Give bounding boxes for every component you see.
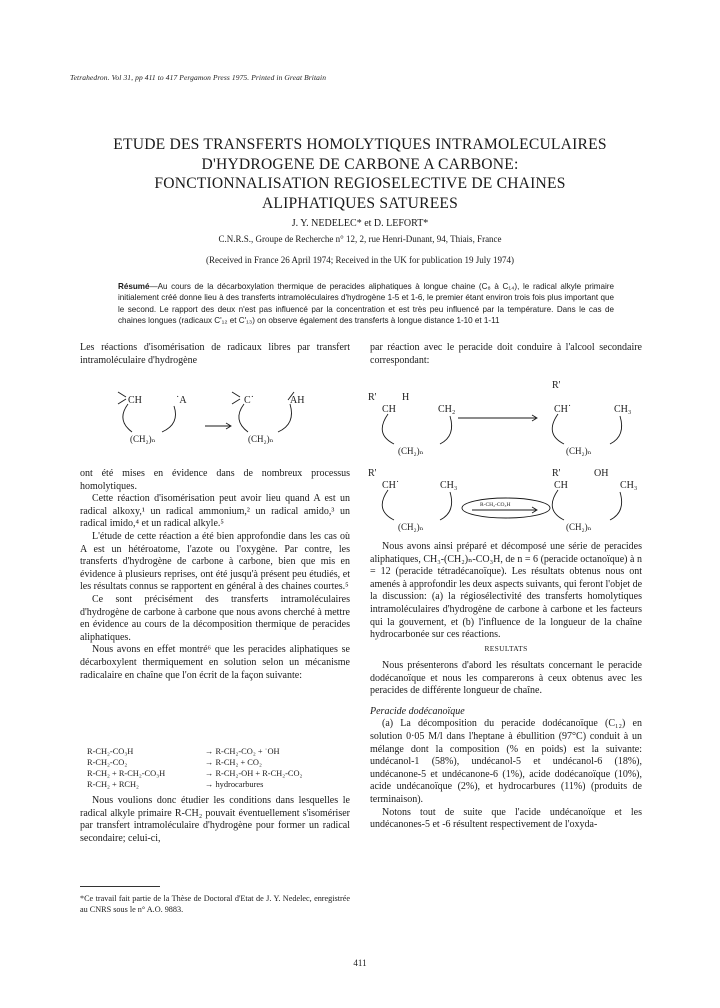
scheme-a-dot: ˙A xyxy=(176,395,187,406)
scheme-r-prime-4: R' xyxy=(552,468,561,479)
scheme-reagent: R-CH₂-CO₃H xyxy=(480,502,511,508)
right-body xyxy=(370,660,642,832)
left-para-4: L'étude de cette réaction a été bien approfondie dans les cas où A est un hétéroatome, l'azote ou l'oxygène. Par contre, les transferts d'hydrogène de carbone à carbone, bien que mis en évidence à plusieurs reprises, ont été jusqu'à présent peu étudiés, et les résultats connus se rapportent en général à des chaines courtes.⁵ xyxy=(80,530,350,593)
scheme-ring-2: (CH₂)ₙ xyxy=(248,434,274,444)
isomerization-scheme-left xyxy=(110,380,330,460)
left-para-1: Les réactions d'isomérisation de radicaux libres par transfert intramoléculaire d'hydrogène xyxy=(80,342,350,366)
scheme-r-prime-2: R' xyxy=(552,380,561,391)
right-para-4: (a) La décomposition du peracide dodécanoïque (C₁₂) en solution 0·05 M/l dans l'heptane à ébullition (97°C) conduit à un mélange dont la composition (% en poids) est la suivante: undécanol-1 (58%), undécanol-5 et undécanol-6 (18%), undécanone-5 et undécanone-6 (1%), acide dodécanoïque (10%), acide undécanoïque (2%), et hydrocarbures (11%) (produits de terminaison). xyxy=(370,718,642,805)
scheme-ring: (CH₂)ₙ xyxy=(130,434,156,444)
scheme-oh: OH xyxy=(594,468,609,479)
equation-row: R-CH₂-CO₂ → R-CH₂ + CO₂ xyxy=(87,758,262,767)
journal-header: Tetrahedron. Vol 31, pp 411 to 417 Pergamon Press 1975. Printed in Great Britain xyxy=(70,73,327,82)
page-number: 411 xyxy=(353,958,367,968)
scheme-r-prime: R' xyxy=(368,392,377,403)
scheme-ring-2: (CH₂)ₙ xyxy=(566,446,592,456)
scheme-ring-4: (CH₂)ₙ xyxy=(566,522,592,532)
left-para-5: Ce sont précisément des transferts intramoléculaires d'hydrogène de carbone à carbone que nous avons cherché à mettre en évidence au cours de la décomposition thermique de peracides aliphatiques. xyxy=(80,593,350,643)
title-line-3: FONCTIONNALISATION REGIOSELECTIVE DE CHAINES xyxy=(154,175,566,192)
affiliation: C.N.R.S., Groupe de Recherche n° 12, 2, rue Henri-Dunant, 94, Thiais, France xyxy=(218,234,502,244)
right-para-1: par réaction avec le peracide doit conduire à l'alcool secondaire correspondant: xyxy=(370,342,642,366)
scheme-ch-dot-2: CH˙ xyxy=(382,480,400,491)
scheme-ring: (CH₂)ₙ xyxy=(398,446,424,456)
scheme-ch-2: CH xyxy=(554,480,568,491)
scheme-ch2: CH₂ xyxy=(438,404,456,415)
scheme-ch: CH xyxy=(382,404,396,415)
section-heading-resultats: RESULTATS xyxy=(484,644,528,653)
authors: J. Y. NEDELEC* et D. LEFORT* xyxy=(291,218,429,229)
mechanism-equations xyxy=(87,746,347,790)
scheme-ch3: CH₃ xyxy=(614,404,632,415)
title-line-2: D'HYDROGENE DE CARBONE A CARBONE: xyxy=(201,155,519,173)
abstract-text: —Au cours de la décarboxylation thermique de peracides aliphatiques à longue chaine (C₈ à C₁₄), le radical alkyle primaire initialement créé donne lieu à des transferts intramoléculaires d'hydrogène 1-5 et 1-6, le premier étant environ trois fois plus important que le second. Le rapport des deux n'est pas influencé par la concentration et est très peu influencé par la température. Dans le cas de chaines longues (radicaux C'₁₂ et C'₁₃) on observe également des transferts à longue distance 1-10 et 1-11 xyxy=(118,282,614,325)
right-para-3: Nous présenterons d'abord les résultats concernant le peracide dodécanoïque et nous les comparerons à ceux obtenus avec les peracides de différente longueur de chaîne. xyxy=(370,660,642,697)
scheme-ch: CH xyxy=(128,395,142,406)
right-para-5: Notons tout de suite que l'acide undécanoïque et les undécanones-5 et -6 résultent respectivement de l'oxyda- xyxy=(370,806,642,831)
left-para-7: Nous voulions donc étudier les conditions dans lesquelles le radical alkyle primaire R-CH₂ pouvait éventuellement s'isomériser par transfert intramoléculaire d'hydrogène pour former un radical secondaire; celui-ci, xyxy=(80,795,350,844)
scheme-ch-dot: CH˙ xyxy=(554,404,572,415)
scheme-ring-3: (CH₂)ₙ xyxy=(398,522,424,532)
equation-row: R-CH₂ + R-CH₂-CO₃H → R-CH₂-OH + R-CH₂-CO₂ xyxy=(87,769,303,778)
left-body xyxy=(80,468,350,682)
right-para-2: Nous avons ainsi préparé et décomposé une série de peracides aliphatiques, CH₃-(CH₂)ₙ-CO₃H, de n = 6 (peracide octanoïque) à n = 12 (peracide tétradécanoïque). Les résultats obtenus nous ont amenés à approfondir les deux aspects suivants, qui feront l'objet de la discussion: (a) la régiosélectivité des transferts homolytiques intramoléculaires d'hydrogène de carbone à carbone et les facteurs qui la gouvernent, et (b) l'influence de la longueur de la chaîne hydrocarbonée sur ces réactions. xyxy=(370,541,643,641)
subheading-peracide: Peracide dodécanoïque xyxy=(370,705,465,717)
scheme-ah: AH xyxy=(290,395,305,406)
abstract-label: Résumé xyxy=(118,282,150,291)
equation-row: R-CH₂-CO₃H → R-CH₂-CO₂ + ˙OH xyxy=(87,747,280,756)
isomerization-scheme-right xyxy=(368,378,648,538)
scheme-ch3-2: CH₃ xyxy=(440,480,458,491)
scheme-h: H xyxy=(402,392,410,403)
left-para-6: Nous avons en effet montré⁶ que les peracides aliphatiques se décarboxylent thermiquement en solution selon un mécanisme radicalaire en chaîne que l'on écrit de la façon suivante: xyxy=(80,644,350,681)
footnote-rule xyxy=(80,886,160,887)
footnote: *Ce travail fait partie de la Thèse de Doctoral d'Etat de J. Y. Nedelec, enregistrée au CNRS sous le n° A.O. 9883. xyxy=(80,894,350,914)
abstract xyxy=(118,281,614,326)
left-para-2: ont été mises en évidence dans de nombreux processus homolytiques. xyxy=(80,468,350,492)
title-line-1: ETUDE DES TRANSFERTS HOMOLYTIQUES INTRAMOLECULAIRES xyxy=(113,136,607,153)
scheme-ch3-3: CH₃ xyxy=(620,480,638,491)
left-para-3: Cette réaction d'isomérisation peut avoir lieu quand A est un radical alkoxy,¹ un radical ammonium,² un radical amido,³ un radical imido,⁴ et un radical alkyle.⁵ xyxy=(80,493,350,530)
received-dates: (Received in France 26 April 1974; Received in the UK for publication 19 July 1974) xyxy=(206,255,514,265)
paper-title xyxy=(60,135,660,213)
scheme-r-prime-3: R' xyxy=(368,468,377,479)
title-line-4: ALIPHATIQUES SATUREES xyxy=(261,194,459,212)
equation-row: R-CH₂ + RCH₂ → hydrocarbures xyxy=(87,780,264,789)
scheme-c-dot: C˙ xyxy=(244,395,254,406)
